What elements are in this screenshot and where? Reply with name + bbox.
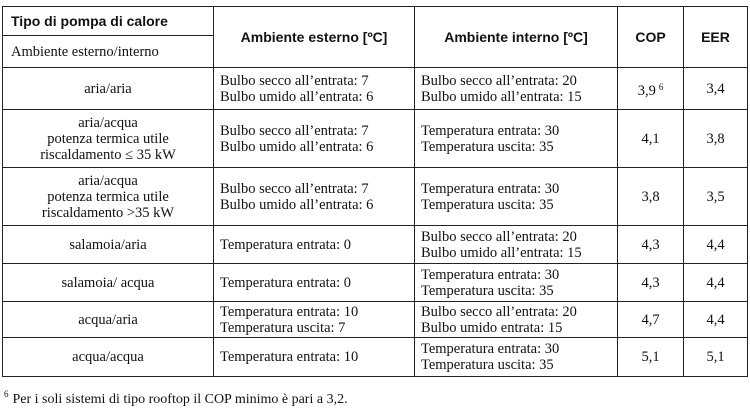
condition-line: Bulbo umido all’entrata: 15 [421, 88, 582, 105]
condition-line: Bulbo umido all’entrata: 6 [220, 88, 374, 105]
condition-line: Temperatura entrata: 0 [220, 274, 352, 291]
condition-line: Temperatura entrata: 0 [220, 236, 352, 253]
table-row [3, 264, 748, 302]
eer-cell: 3,4 [684, 68, 748, 110]
external-conditions-cell [214, 226, 415, 264]
condition-line: Bulbo umido entrata: 15 [421, 319, 563, 336]
eer-cell: 4,4 [684, 264, 748, 302]
pump-type-line: salamoia/ acqua [61, 274, 155, 291]
footnote-ref: 6 [658, 81, 664, 92]
pump-type-line: potenza termica utile [47, 188, 169, 205]
cop-cell: 4,1 [618, 110, 684, 168]
external-conditions-cell [214, 338, 415, 377]
external-conditions-cell [214, 110, 415, 168]
condition-line: Bulbo secco all’entrata: 20 [421, 303, 577, 320]
eer-cell: 4,4 [684, 302, 748, 338]
table-row [3, 338, 748, 377]
condition-line: Temperatura entrata: 30 [421, 122, 560, 139]
footnote-marker: 6 [4, 389, 9, 399]
heat-pump-table [2, 6, 748, 377]
pump-type-line: aria/aria [84, 80, 132, 97]
pump-type-cell [3, 168, 214, 226]
external-conditions-cell [214, 264, 415, 302]
pump-type-cell [3, 302, 214, 338]
condition-line: Temperatura uscita: 35 [421, 282, 554, 299]
condition-line: Temperatura entrata: 10 [220, 303, 359, 320]
cop-cell: 4,3 [618, 226, 684, 264]
internal-conditions-cell [415, 264, 618, 302]
pump-type-cell [3, 68, 214, 110]
internal-conditions-cell [415, 168, 618, 226]
internal-conditions-cell [415, 68, 618, 110]
footnote-text: Per i soli sistemi di tipo rooftop il COP minimo è pari a 3,2. [12, 392, 348, 407]
internal-conditions-cell [415, 302, 618, 338]
table-row [3, 68, 748, 110]
table-row [3, 302, 748, 338]
pump-type-cell [3, 226, 214, 264]
condition-line: Temperatura entrata: 30 [421, 341, 560, 357]
condition-line: Temperatura entrata: 10 [220, 349, 359, 365]
condition-line: Temperatura uscita: 7 [220, 319, 346, 336]
cop-cell: 4,3 [618, 264, 684, 302]
internal-conditions-cell [415, 226, 618, 264]
condition-line: Temperatura entrata: 30 [421, 180, 560, 197]
condition-line: Bulbo secco all’entrata: 7 [220, 180, 369, 197]
cop-cell: 3,8 [618, 168, 684, 226]
header-internal: Ambiente interno [ºC] [415, 7, 618, 68]
cop-cell: 4,7 [618, 302, 684, 338]
condition-line: Bulbo umido all’entrata: 15 [421, 244, 582, 261]
internal-conditions-cell [415, 110, 618, 168]
condition-line: Bulbo umido all’entrata: 6 [220, 138, 374, 155]
pump-type-line: acqua/acqua [72, 349, 144, 365]
header-cop: COP [618, 7, 684, 68]
condition-line: Temperatura uscita: 35 [421, 196, 554, 213]
internal-conditions-cell [415, 338, 618, 377]
table-row [3, 110, 748, 168]
cop-cell [618, 68, 684, 110]
pump-type-line: potenza termica utile [47, 130, 169, 147]
table-row [3, 226, 748, 264]
pump-type-line: acqua/aria [78, 311, 138, 328]
pump-type-cell [3, 338, 214, 377]
cop-cell: 5,1 [618, 338, 684, 377]
pump-type-cell [3, 264, 214, 302]
condition-line: Bulbo secco all’entrata: 20 [421, 72, 577, 89]
header-type-title: Tipo di pompa di calore [3, 7, 214, 36]
pump-type-cell [3, 110, 214, 168]
condition-line: Temperatura entrata: 30 [421, 266, 560, 283]
eer-cell: 5,1 [684, 338, 748, 377]
header-type-subtitle: Ambiente esterno/interno [3, 36, 214, 68]
condition-line: Temperatura uscita: 35 [421, 138, 554, 155]
header-external: Ambiente esterno [ºC] [214, 7, 415, 68]
pump-type-line: aria/acqua [78, 172, 138, 189]
footnote [4, 389, 348, 408]
table-row [3, 168, 748, 226]
condition-line: Bulbo secco all’entrata: 20 [421, 228, 577, 245]
eer-cell: 4,4 [684, 226, 748, 264]
condition-line: Bulbo umido all’entrata: 6 [220, 196, 374, 213]
eer-cell: 3,5 [684, 168, 748, 226]
pump-type-line: riscaldamento ≤ 35 kW [40, 146, 176, 163]
external-conditions-cell [214, 302, 415, 338]
header-eer: EER [684, 7, 748, 68]
eer-cell: 3,8 [684, 110, 748, 168]
external-conditions-cell [214, 168, 415, 226]
pump-type-line: salamoia/aria [69, 236, 147, 253]
cop-value: 3,9 [637, 82, 656, 99]
condition-line: Bulbo secco all’entrata: 7 [220, 122, 369, 139]
external-conditions-cell [214, 68, 415, 110]
condition-line: Bulbo secco all’entrata: 7 [220, 72, 369, 89]
pump-type-line: riscaldamento >35 kW [41, 204, 175, 221]
pump-type-line: aria/acqua [78, 114, 138, 131]
condition-line: Temperatura uscita: 35 [421, 357, 554, 373]
